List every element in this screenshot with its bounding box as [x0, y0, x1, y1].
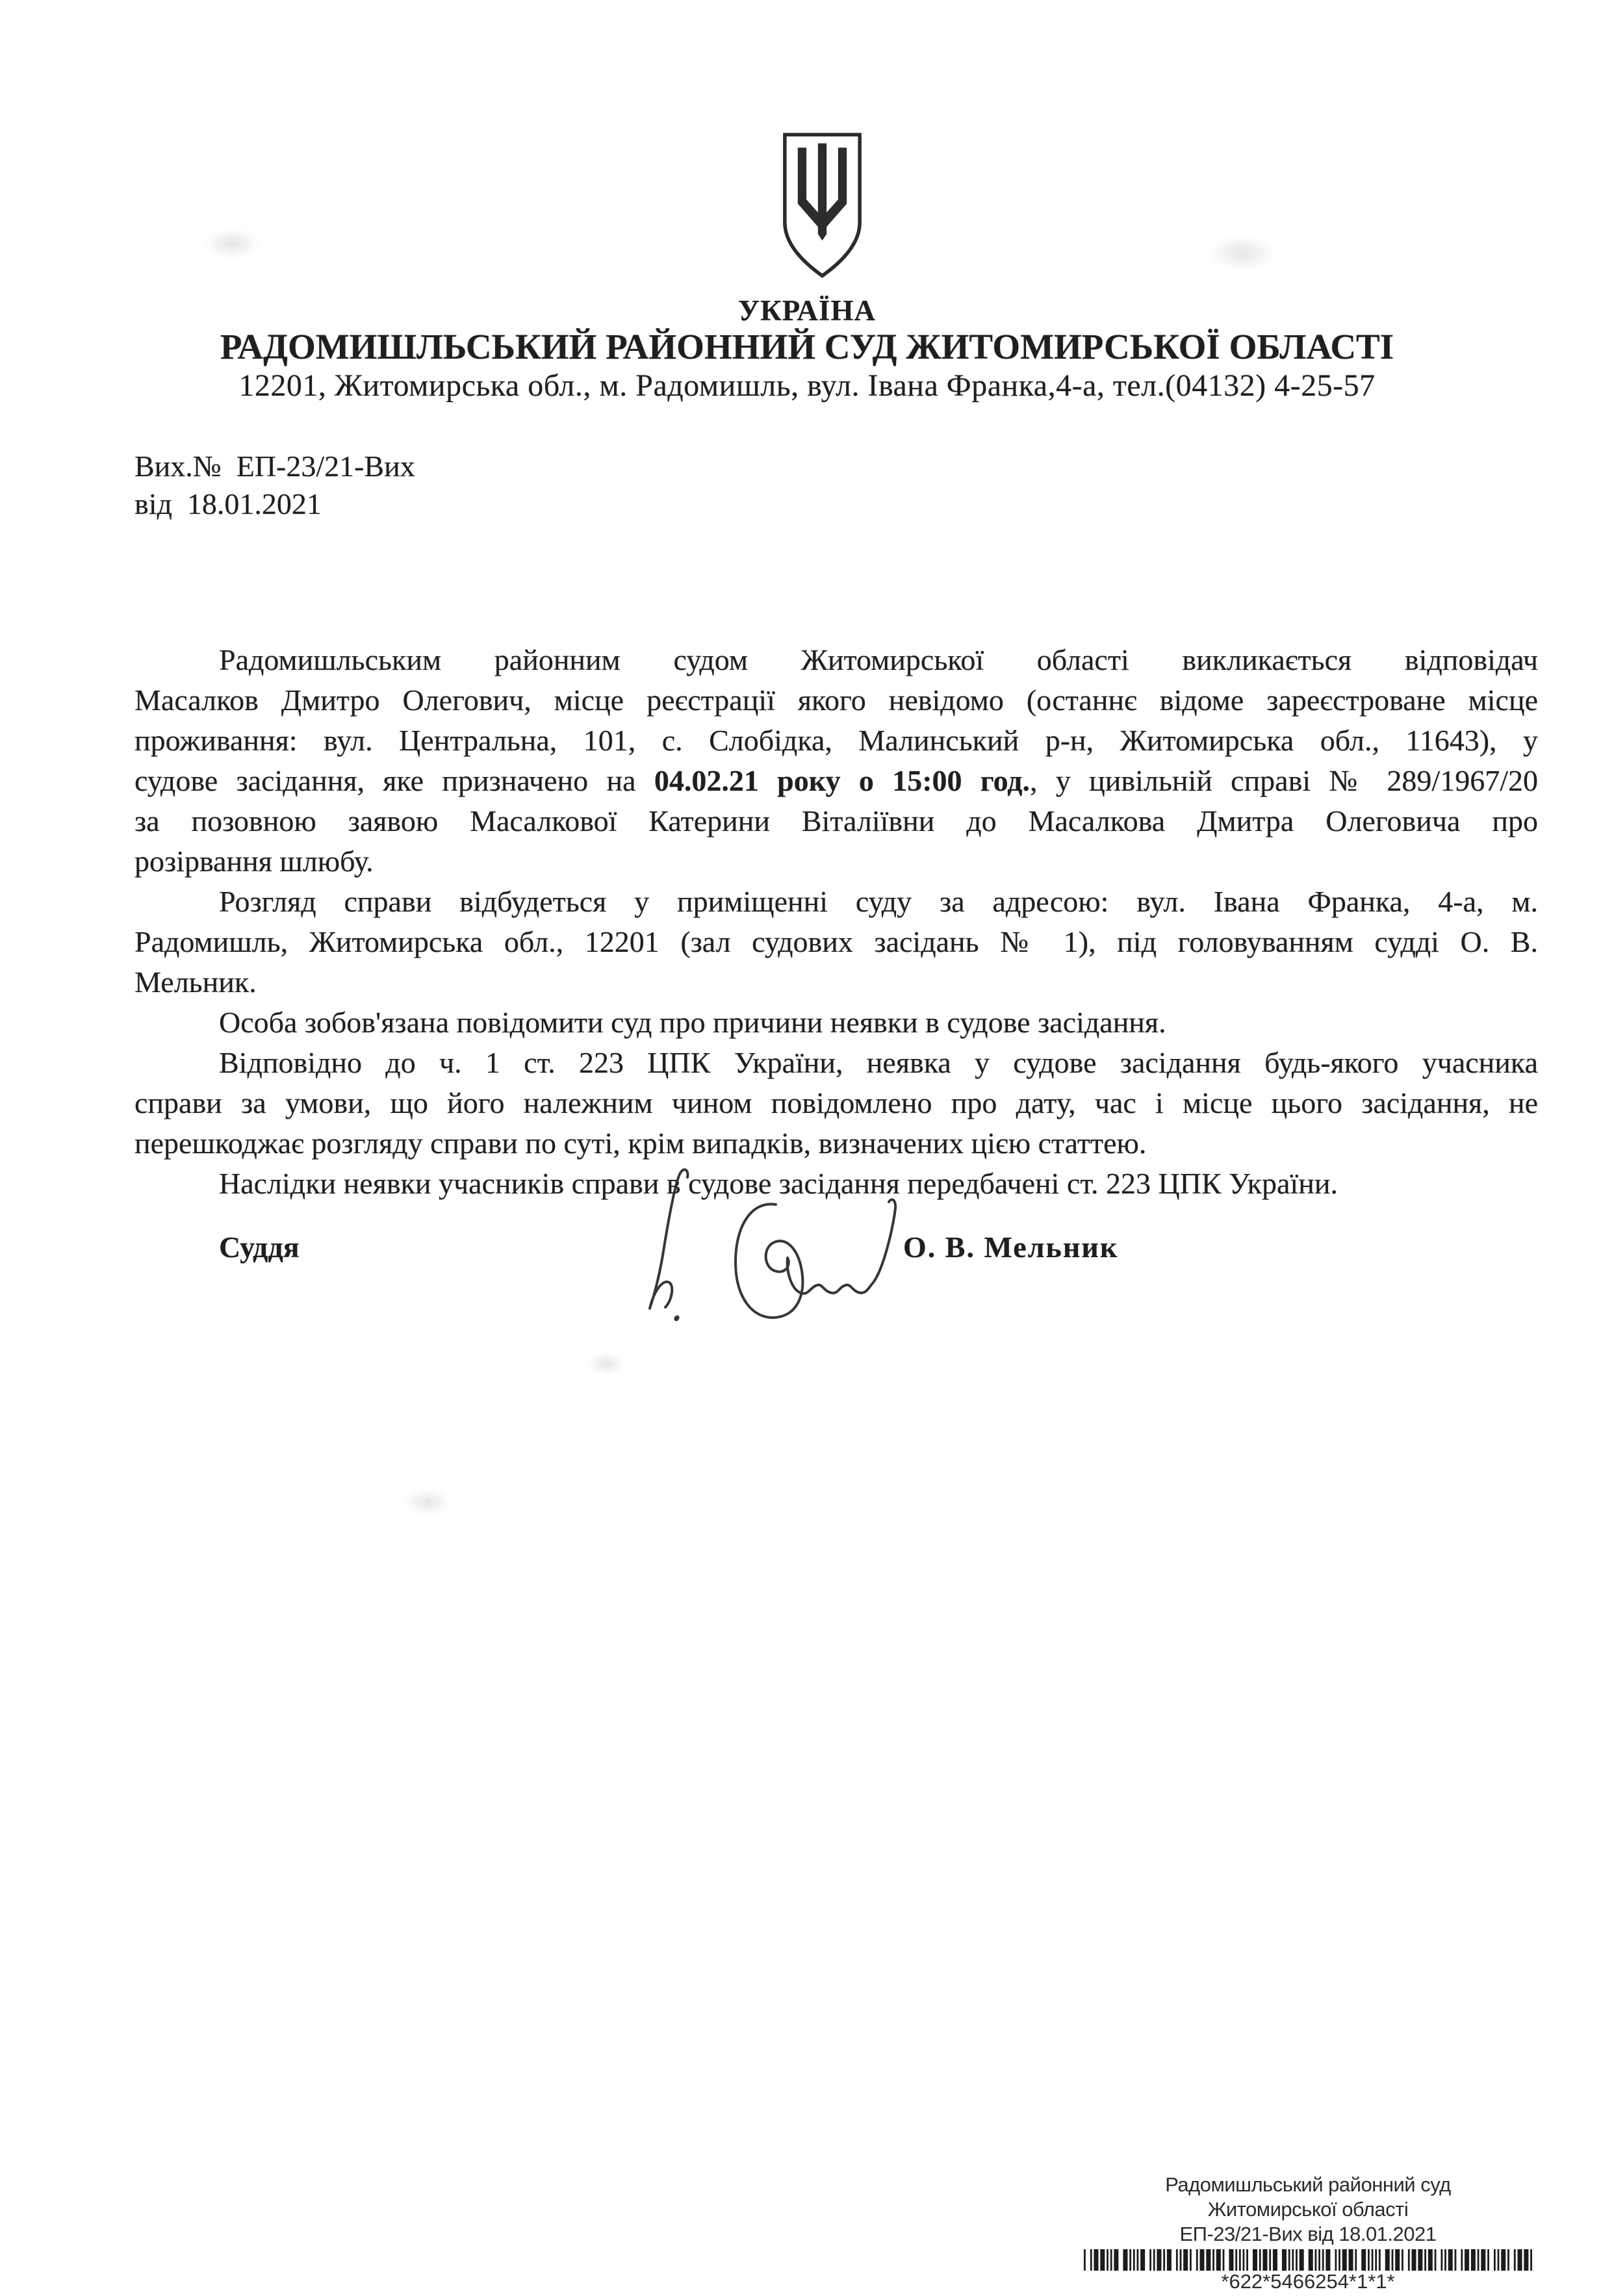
footer-court-line2: Житомирської області: [1207, 2198, 1409, 2221]
body-line: розірвання шлюбу.: [134, 845, 374, 878]
scan-smudge: [205, 229, 260, 259]
body-line: судове засідання, яке призначено на 04.02.21 року о 15:00 год., у цивільній справі № 289/1967/20: [134, 764, 1538, 797]
scan-smudge: [1210, 235, 1275, 271]
judge-title: Суддя: [219, 1231, 300, 1264]
body-line: справи за умови, що його належним чином повідомлено про дату, час і місце цього засідання, не: [134, 1086, 1538, 1119]
court-name: РАДОМИШЛЬСЬКИЙ РАЙОННИЙ СУД ЖИТОМИРСЬКОЇ ОБЛАСТІ: [220, 327, 1394, 366]
body-paragraph: [134, 1043, 1538, 1164]
body-line: Розгляд справи відбудеться у приміщенні суду за адресою: вул. Івана Франка, 4-а, м.: [219, 885, 1538, 918]
body-line: перешкоджає розгляду справи по суті, крім випадків, визначених цією статтею.: [134, 1127, 1147, 1160]
body-line: Особа зобов'язана повідомити суд про причини неявки в судове засідання.: [219, 1006, 1166, 1039]
trident-emblem-icon: [779, 127, 865, 285]
body-paragraph: [134, 882, 1538, 1002]
body-line: Мельник.: [134, 965, 257, 999]
scan-smudge: [588, 1353, 626, 1375]
body-line: Радомишльським районним судом Житомирської області викликається відповідач: [219, 643, 1538, 676]
outgoing-date: від 18.01.2021: [134, 487, 322, 520]
judge-signature: [637, 1164, 923, 1333]
court-address: 12201, Житомирська обл., м. Радомишль, вул. Івана Франка,4-а, тел.(04132) 4-25-57: [238, 368, 1376, 403]
barcode-value: *622*5466254*1*1*: [1221, 2270, 1395, 2293]
body-line: Масалков Дмитро Олегович, місце реєстрації якого невідомо (останнє відоме зареєстроване місце: [134, 683, 1538, 717]
body-line: Відповідно до ч. 1 ст. 223 ЦПК України, неявка у судове засідання будь-якого учасника: [219, 1046, 1538, 1079]
body-line: проживання: вул. Центральна, 101, с. Слобідка, Малинський р-н, Житомирська обл., 11643), у: [134, 724, 1538, 757]
body-paragraph: [134, 1002, 1538, 1043]
barcode: [1084, 2249, 1532, 2271]
body-line: Наслідки неявки учасників справи в судове засідання передбачені ст. 223 ЦПК України.: [219, 1167, 1338, 1200]
document-body: [134, 640, 1538, 1204]
body-line: за позовною заявою Масалкової Катерини Віталіївни до Масалкова Дмитра Олеговича про: [134, 804, 1538, 837]
body-paragraph: [134, 640, 1538, 882]
judge-name: О. В. Мельник: [903, 1231, 1119, 1264]
scan-smudge: [404, 1489, 451, 1515]
footer-court-line1: Радомишльський районний суд: [1165, 2173, 1451, 2196]
footer-ref-line: ЕП-23/21-Вих від 18.01.2021: [1179, 2223, 1437, 2245]
outgoing-number: Вих.№ ЕП-23/21-Вих: [134, 450, 415, 483]
footer-stamp: [1081, 2173, 1535, 2293]
body-line: Радомишль, Житомирська обл., 12201 (зал судових засідань № 1), під головуванням судді О. В.: [134, 925, 1538, 958]
country-title: УКРАЇНА: [738, 294, 876, 327]
